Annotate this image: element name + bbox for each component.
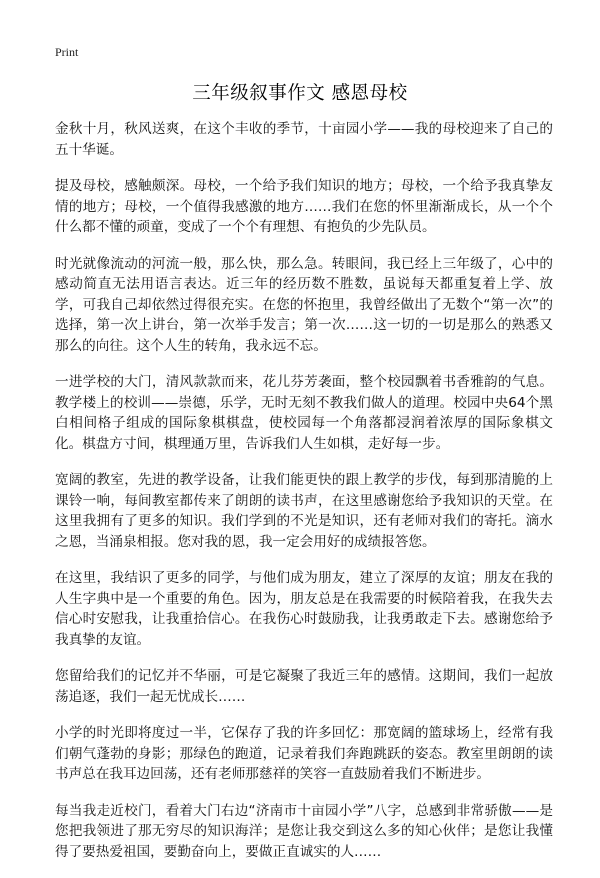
paragraph-3: 时光就像流动的河流一般，那么快，那么急。转眼间，我已经上三年级了，心中的感动简直无法用语言表达。近三年的经历数不胜数，虽说每天都重复着上学、放学，可我自己却依然过得很充实。在您的怀抱里，我曾经做出了无数个“第一次”的选择，第一次上讲台，第一次举手发言；第一次……这一切的一切是那么的熟悉又那么的向往。这个人生的转角，我永远不忘。: [55, 255, 553, 354]
paragraph-4: 一进学校的大门，清风款款而来，花儿芬芳袭面，整个校园飘着书香雅韵的气息。教学楼上的校训——崇德，乐学，无时无刻不教我们做人的道理。校园中央64个黑白相间格子组成的国际象棋棋盘，使校园每一个角落都浸润着浓厚的国际象棋文化。棋盘方寸间，棋理通万里，告诉我们人生如棋，走好每一步。: [55, 374, 553, 452]
paragraph-7: 您留给我们的记忆并不华丽，可是它凝聚了我近三年的感情。这期间，我们一起放荡追逐，我们一起无忧成长……: [55, 668, 553, 705]
paragraph-1: 金秋十月，秋风送爽，在这个丰收的季节，十亩园小学——我的母校迎来了自己的五十华诞。: [55, 121, 553, 158]
paragraph-2: 提及母校，感触颇深。母校，一个给予我们知识的地方；母校，一个给予我真挚友情的地方；母校，一个值得我感激的地方……我们在您的怀里渐渐成长，从一个个什么都不懂的顽童，变成了一个个有理想、有抱负的少先队员。: [55, 178, 553, 235]
paragraph-6: 在这里，我结识了更多的同学，与他们成为朋友，建立了深厚的友谊；朋友在我的人生字典中是一个重要的角色。因为，朋友总是在我需要的时候陪着我，在我失去信心时安慰我，让我重拾信心。在我伤心时鼓励我，让我勇敢走下去。感谢您给予我真挚的友谊。: [55, 570, 553, 648]
paragraph-5: 宽阔的教室，先进的教学设备，让我们能更快的跟上教学的步伐，每到那清脆的上课铃一响，每间教室都传来了朗朗的读书声，在这里感谢您给予我知识的天堂。在这里我拥有了更多的知识。我们学到的不光是知识，还有老师对我们的寄托。滴水之恩，当涌泉相报。您对我的恩，我一定会用好的成绩报答您。: [55, 472, 553, 550]
article-title: 三年级叙事作文 感恩母校: [192, 83, 408, 104]
paragraph-9: 每当我走近校门，看着大门右边“济南市十亩园小学”八字，总感到非常骄傲——是您把我领进了那无穷尽的知识海洋；是您让我交到这么多的知心伙伴；是您让我懂得了要热爱祖国，要勤奋向上，要做正直诚实的人……: [55, 802, 553, 860]
article-body: [55, 119, 553, 878]
print-link[interactable]: Print: [55, 45, 79, 59]
paragraph-8: 小学的时光即将度过一半，它保存了我的许多回忆：那宽阔的篮球场上，经常有我们朝气蓬勃的身影；那绿色的跑道，记录着我们奔跑跳跃的姿态。教室里朗朗的读书声总在我耳边回荡，还有老师那慈祥的笑容一直鼓励着我们不断进步。: [55, 725, 553, 782]
